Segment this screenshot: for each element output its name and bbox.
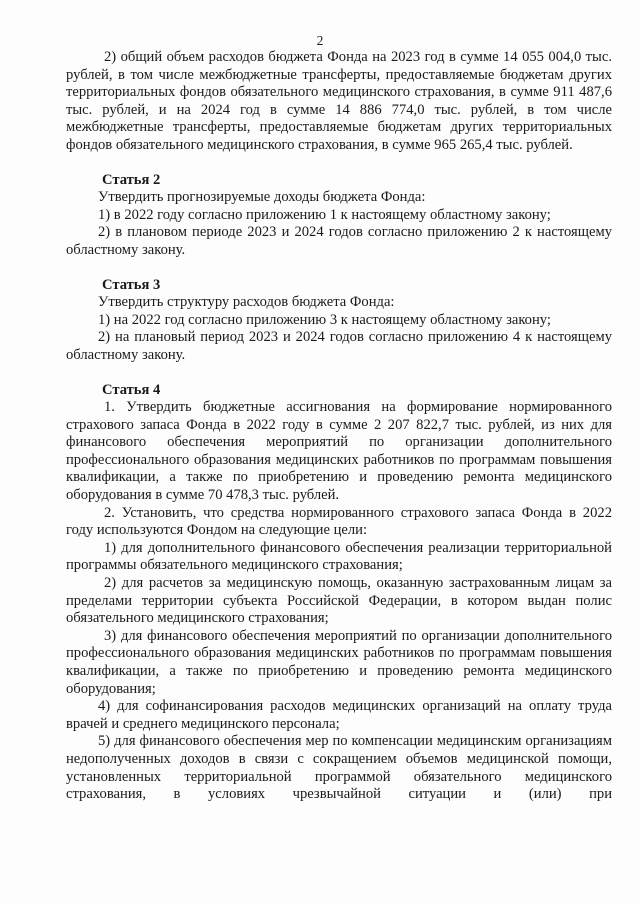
article-4-paragraph-1: 1. Утвердить бюджетные ассигнования на формирование нормированного страхового запаса Фонда в 2022 году в сумме 2 207 822,7 тыс. рублей, из них для финансового обеспечения мероприятий по организации дополнительного профессионального образования медицинских работников по программам повышения квалификации, а также по приобретению и проведению ремонта медицинского оборудования в сумме 70 478,3 тыс. рублей. <box>66 399 612 504</box>
document-body <box>66 49 612 804</box>
page-number: 2 <box>316 33 324 48</box>
expenses-paragraph: 2) общий объем расходов бюджета Фонда на 2023 год в сумме 14 055 004,0 тыс. рублей, в том числе межбюджетные трансферты, предоставляемые бюджетам других территориальных фондов обязательного медицинского страхования, в сумме 911 487,6 тыс. рублей, и на 2024 год в сумме 14 886 774,0 тыс. рублей, в том числе межбюджетные трансферты, предоставляемые бюджетам других территориальных фондов обязательного медицинского страхования, в сумме 965 265,4 тыс. рублей. <box>66 49 612 153</box>
article-4-paragraph-2: 2. Установить, что средства нормированного страхового запаса Фонда в 2022 году используются Фондом на следующие цели: <box>66 504 612 539</box>
article-4-item-4: 4) для софинансирования расходов медицинских организаций на оплату труда врачей и среднего медицинского персонала; <box>66 698 612 732</box>
article-3-item-1: 1) на 2022 год согласно приложению 3 к настоящему областному закону; <box>98 311 551 328</box>
article-3-heading: Статья 3 <box>102 276 161 293</box>
article-2-lead: Утвердить прогнозируемые доходы бюджета Фонда: <box>98 189 426 206</box>
article-4-item-3: 3) для финансового обеспечения мероприятий по организации дополнительного профессионального образования медицинских работников по программам повышения квалификации, а также по приобретению и проведению ремонта медицинского оборудования; <box>66 627 612 697</box>
article-3-lead: Утвердить структуру расходов бюджета Фонда: <box>98 294 395 311</box>
article-2-heading: Статья 2 <box>102 171 161 188</box>
article-2-item-2: 2) в плановом периоде 2023 и 2024 годов согласно приложению 2 к настоящему областному закону. <box>66 224 612 258</box>
article-4-item-5: 5) для финансового обеспечения мер по компенсации медицинским организациям недополученных доходов в связи с сокращением объемов медицинской помощи, установленных территориальной программой обязательного медицинского страхования, в условиях чрезвычайной ситуации и (или) при <box>66 733 612 803</box>
article-4-item-1: 1) для дополнительного финансового обеспечения реализации территориальной программы обязательного медицинского страхования; <box>66 539 612 574</box>
article-2-item-1: 1) в 2022 году согласно приложению 1 к настоящему областному закону; <box>98 206 551 223</box>
article-3-item-2: 2) на плановый период 2023 и 2024 годов согласно приложению 4 к настоящему областному закону. <box>66 329 612 363</box>
article-4-heading: Статья 4 <box>102 381 161 398</box>
article-4-item-2: 2) для расчетов за медицинскую помощь, оказанную застрахованным лицам за пределами территории субъекта Российской Федерации, в котором выдан полис обязательного медицинского страхования; <box>66 575 612 627</box>
